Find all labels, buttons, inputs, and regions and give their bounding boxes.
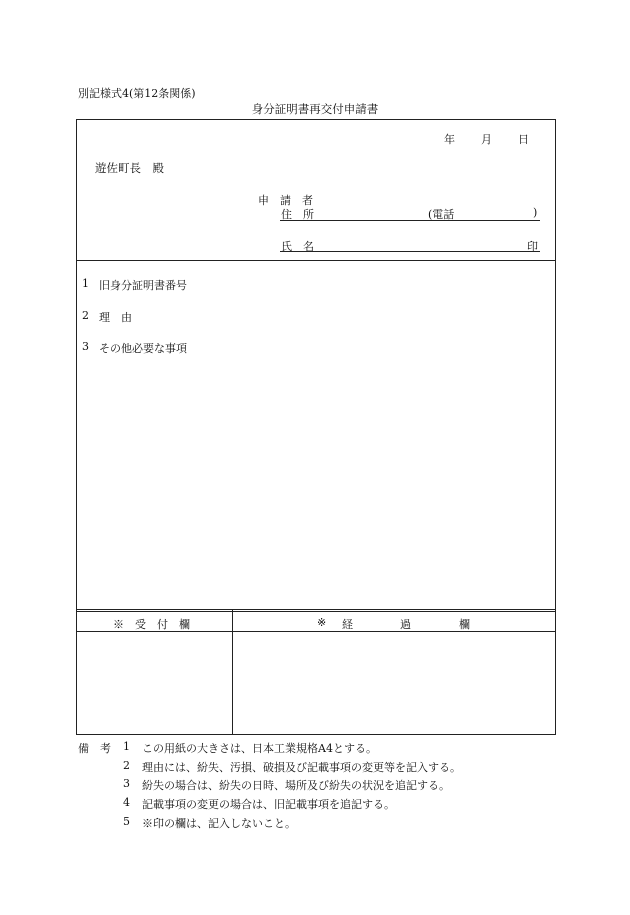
item-2-number: 2 [82,309,89,322]
note-4-text: 記載事項の変更の場合は、旧記載事項を追記する。 [142,798,395,811]
note-1-number: 1 [123,740,130,753]
note-5-text: ※印の欄は、記入しないこと。 [142,817,296,830]
progress-field[interactable] [234,633,554,733]
note-4-number: 4 [123,796,130,809]
item-3-text: その他必要な事項 [99,342,187,355]
divider-office-top [77,609,555,610]
item-1-number: 1 [82,277,89,290]
note-3-number: 3 [123,777,130,790]
phone-close: ) [533,206,538,219]
item-2-text: 理 由 [99,311,132,324]
address-field-line[interactable] [280,220,540,221]
reception-field[interactable] [78,633,233,733]
name-label: 氏 名 [281,240,314,253]
form-reference: 別記様式4(第12条関係) [78,87,196,100]
note-1-text: この用紙の大きさは、日本工業規格A4とする。 [142,742,377,755]
note-3-text: 紛失の場合は、紛失の日時、場所及び紛失の状況を追記する。 [142,779,450,792]
applicant-heading: 申 請 者 [258,194,313,207]
reception-column-header: ※ 受 付 欄 [113,618,190,631]
note-2-number: 2 [123,759,130,772]
addressee: 遊佐町長 殿 [95,161,164,175]
item-1-text: 旧身分証明書番号 [99,279,187,292]
phone-label: (電話 [428,208,455,221]
progress-mark: ※ [317,616,327,629]
item-3-number: 3 [82,340,89,353]
form-title: 身分証明書再交付申請書 [251,102,379,116]
progress-char-2: 過 [400,618,411,631]
date-month-label: 月 [481,133,492,146]
divider-header [77,260,555,261]
progress-char-3: 欄 [459,618,470,631]
divider-office-top-double [77,611,555,612]
progress-char-1: 経 [342,618,353,631]
date-year-label: 年 [444,133,455,146]
notes-label: 備 考 [78,742,111,755]
seal-mark: 印 [527,240,538,253]
date-day-label: 日 [518,133,529,146]
note-2-text: 理由には、紛失、汚損、破損及び記載事項の変更等を記入する。 [142,761,461,774]
note-5-number: 5 [123,815,130,828]
name-field-line[interactable] [280,251,540,252]
address-label: 住 所 [281,208,314,221]
